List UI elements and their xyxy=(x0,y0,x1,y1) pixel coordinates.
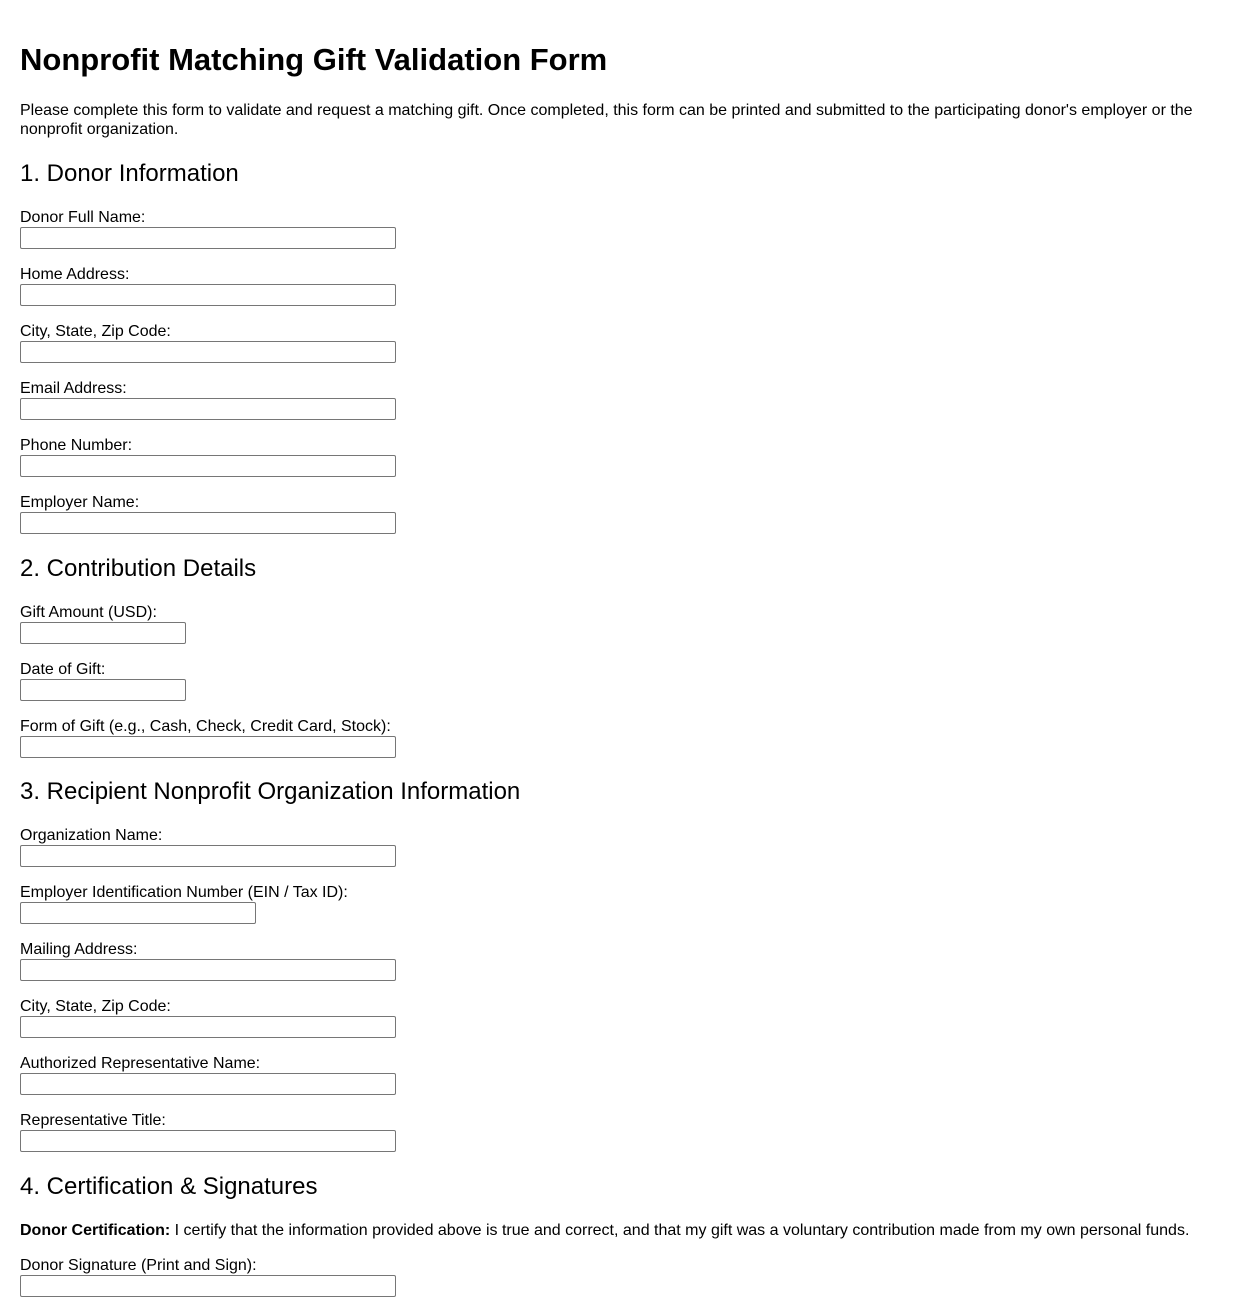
gift-date-label: Date of Gift: xyxy=(20,661,106,678)
section-heading-recipient: 3. Recipient Nonprofit Organization Information xyxy=(20,778,521,805)
org-mailing-address-input[interactable] xyxy=(20,959,396,981)
org-city-state-zip-input[interactable] xyxy=(20,1016,396,1038)
donor-email-input[interactable] xyxy=(20,398,396,420)
donor-home-address-input[interactable] xyxy=(20,284,396,306)
page-title: Nonprofit Matching Gift Validation Form xyxy=(20,42,608,77)
gift-amount-input[interactable] xyxy=(20,622,186,644)
donor-phone-input[interactable] xyxy=(20,455,396,477)
donor-home-address-label: Home Address: xyxy=(20,266,130,283)
gift-amount-label: Gift Amount (USD): xyxy=(20,604,157,621)
donor-full-name-label: Donor Full Name: xyxy=(20,209,146,226)
section-heading-donor: 1. Donor Information xyxy=(20,160,239,187)
org-name-label: Organization Name: xyxy=(20,827,163,844)
org-city-state-zip-label: City, State, Zip Code: xyxy=(20,998,171,1015)
gift-form-input[interactable] xyxy=(20,736,396,758)
rep-name-input[interactable] xyxy=(20,1073,396,1095)
donor-certification-statement: I certify that the information provided above is true and correct, and that my gift was a voluntary contribution made from my own personal funds. xyxy=(170,1222,1190,1239)
donor-employer-input[interactable] xyxy=(20,512,396,534)
donor-phone-label: Phone Number: xyxy=(20,437,133,454)
org-mailing-address-label: Mailing Address: xyxy=(20,941,138,958)
donor-employer-label: Employer Name: xyxy=(20,494,140,511)
donor-certification-label: Donor Certification: xyxy=(20,1222,171,1239)
donor-city-state-zip-input[interactable] xyxy=(20,341,396,363)
gift-form-label: Form of Gift (e.g., Cash, Check, Credit Card, Stock): xyxy=(20,718,391,735)
rep-title-label: Representative Title: xyxy=(20,1112,166,1129)
donor-full-name-input[interactable] xyxy=(20,227,396,249)
donor-certification-text xyxy=(20,1221,1189,1240)
org-name-input[interactable] xyxy=(20,845,396,867)
gift-date-input[interactable] xyxy=(20,679,186,701)
intro-text: Please complete this form to validate and request a matching gift. Once completed, this form can be printed and submitted to the participating donor's employer or the nonprofit organization. xyxy=(20,102,1193,138)
ein-input[interactable] xyxy=(20,902,256,924)
donor-signature-input[interactable] xyxy=(20,1275,396,1297)
rep-name-label: Authorized Representative Name: xyxy=(20,1055,261,1072)
section-heading-certification: 4. Certification & Signatures xyxy=(20,1173,318,1200)
donor-signature-label: Donor Signature (Print and Sign): xyxy=(20,1257,257,1274)
section-heading-contribution: 2. Contribution Details xyxy=(20,555,257,582)
donor-city-state-zip-label: City, State, Zip Code: xyxy=(20,323,171,340)
rep-title-input[interactable] xyxy=(20,1130,396,1152)
ein-label: Employer Identification Number (EIN / Tax ID): xyxy=(20,884,348,901)
donor-email-label: Email Address: xyxy=(20,380,127,397)
